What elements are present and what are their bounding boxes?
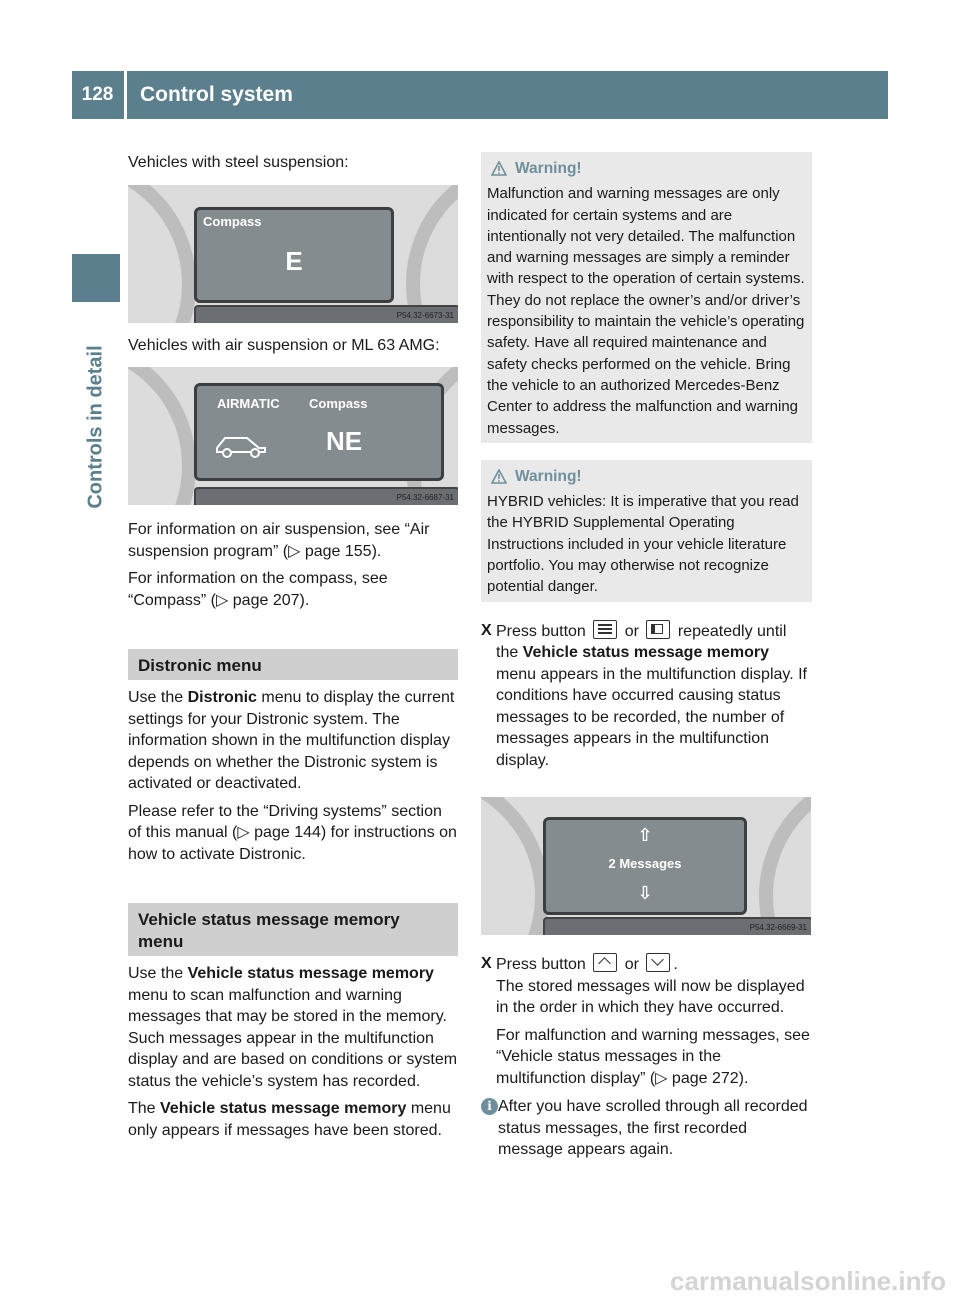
multifunction-button-icon bbox=[593, 620, 617, 639]
distronic-paragraph-1: Use the Distronic menu to display the current settings for your Distronic system. The information shown in the multifunction display depends on whether the Distronic system is activated or deactivated. bbox=[128, 689, 455, 792]
warning-title: Warning! bbox=[491, 158, 806, 179]
message-memory-heading: Vehicle status message memory menu bbox=[128, 903, 458, 956]
message-count: 2 Messages bbox=[608, 856, 682, 872]
scroll-down-arrow-icon: ⇩ bbox=[637, 883, 653, 904]
display-heading-value: E bbox=[285, 245, 303, 276]
multifunction-screen bbox=[543, 817, 747, 915]
watermark: carmanualsonline.info bbox=[670, 1266, 946, 1296]
distronic-paragraph-2: Please refer to the “Driving systems” section of this manual (▷ page 144) for instructions on how to activate Distronic. bbox=[128, 802, 457, 863]
compass-display-image bbox=[128, 185, 458, 323]
warning-triangle-icon bbox=[491, 161, 507, 176]
up-button-icon bbox=[593, 953, 617, 972]
warning-triangle-icon bbox=[491, 469, 507, 484]
step-result-text: The stored messages will now be displayed in the order in which they have occurred. bbox=[496, 977, 805, 1017]
page-title: Control system bbox=[140, 83, 293, 106]
side-tab bbox=[72, 307, 120, 547]
page-ref-arrow-icon: ▷ bbox=[655, 1069, 668, 1087]
memory-paragraph-2: The Vehicle status message memory menu only appears if messages have been stored. bbox=[128, 1100, 451, 1139]
side-tab-label: Controls in detail bbox=[84, 345, 107, 509]
right-column bbox=[481, 152, 812, 1161]
warning-box-malfunction bbox=[481, 152, 812, 443]
steel-suspension-caption: Vehicles with steel suspension: bbox=[128, 154, 349, 171]
side-tab-marker bbox=[72, 254, 120, 302]
warning-text: Malfunction and warning messages are only indicated for certain systems and are intentionally not very detailed. The malfunction and warning messages are simply a reminder with respect to the operation of certain systems. They do not replace the owner’s and/or driver’s responsibility to maintain the vehicle’s operating safety. Have all required maintenance and safety checks performed on the vehicle. Bring the vehicle to an authorized Mercedes-Benz Center to address the malfunction and warning messages. bbox=[487, 185, 805, 437]
gauge-arc-left bbox=[128, 367, 196, 505]
down-button-icon bbox=[646, 953, 670, 972]
warning-box-hybrid bbox=[481, 460, 812, 602]
air-suspension-reference: For information on air suspension, see “Air suspension program” (▷ page 155). bbox=[128, 521, 430, 560]
page-ref-arrow-icon: ▷ bbox=[216, 591, 229, 609]
info-note bbox=[481, 1096, 812, 1161]
warning-text: HYBRID vehicles: It is imperative that you read the HYBRID Supplemental Operating Instructions included in your vehicle literature portfolio. You may otherwise not recognize potential danger. bbox=[487, 493, 799, 596]
distronic-menu-heading: Distronic menu bbox=[128, 649, 458, 680]
step-reference-text: For malfunction and warning messages, see “Vehicle status messages in the multifunction display” (▷ page 272). bbox=[496, 1026, 810, 1087]
info-note-text: After you have scrolled through all recorded status messages, the first recorded message appears again. bbox=[498, 1098, 808, 1159]
figure-code: P54.32-6687-31 bbox=[396, 493, 454, 502]
display-compass-label: Compass bbox=[309, 396, 368, 411]
info-icon: i bbox=[481, 1098, 498, 1115]
gauge-arc-left bbox=[128, 185, 196, 323]
gauge-arc-right bbox=[406, 185, 458, 323]
memory-paragraph-1: Use the Vehicle status message memory menu to scan malfunction and warning messages that may be stored in the memory. Such messages appear in the multifunction display and are based on conditions or system status the vehicle’s system has recorded. bbox=[128, 965, 458, 1090]
air-suspension-caption: Vehicles with air suspension or ML 63 AMG: bbox=[128, 336, 440, 354]
warning-title: Warning! bbox=[491, 466, 806, 487]
multifunction-screen bbox=[194, 207, 394, 303]
display-heading-value: NE bbox=[325, 426, 363, 456]
messages-display-image bbox=[481, 797, 811, 935]
display-airmatic-label: AIRMATIC bbox=[217, 396, 280, 411]
display-title: Compass bbox=[203, 213, 262, 229]
airmatic-compass-display-image bbox=[128, 367, 458, 505]
step-marker-icon: X bbox=[481, 955, 492, 973]
page-number: 128 bbox=[72, 71, 123, 119]
gauge-arc-left bbox=[481, 797, 549, 935]
instruction-step-1: X Press button or repeatedly until the Vehicle status message memory menu appears in the multifunction display. If conditions have occurred causing status messages to be recorded, the number of messages appears in the multifunction display. bbox=[481, 621, 807, 769]
multifunction-screen bbox=[194, 383, 444, 481]
compass-reference: For information on the compass, see “Compass” (▷ page 207). bbox=[128, 570, 388, 609]
header-divider bbox=[124, 71, 127, 119]
page-ref-arrow-icon: ▷ bbox=[288, 542, 301, 560]
display-button-icon bbox=[646, 620, 670, 639]
step-marker-icon: X bbox=[481, 621, 492, 639]
left-column bbox=[128, 152, 458, 1141]
figure-code: P54.32-6669-31 bbox=[749, 923, 807, 933]
scroll-up-arrow-icon: ⇧ bbox=[637, 825, 653, 846]
page-ref-arrow-icon: ▷ bbox=[237, 824, 250, 841]
gauge-arc-right bbox=[759, 797, 811, 935]
instruction-step-2: X Press button or . The stored messages will now be displayed in the order in which they have occurred. For malfunction and warning messages, see “Vehicle status messages in the multifunction display” (▷ page 272). bbox=[481, 953, 812, 1089]
figure-code: P54.32-6673-31 bbox=[396, 310, 454, 320]
vehicle-level-icon bbox=[213, 428, 269, 458]
